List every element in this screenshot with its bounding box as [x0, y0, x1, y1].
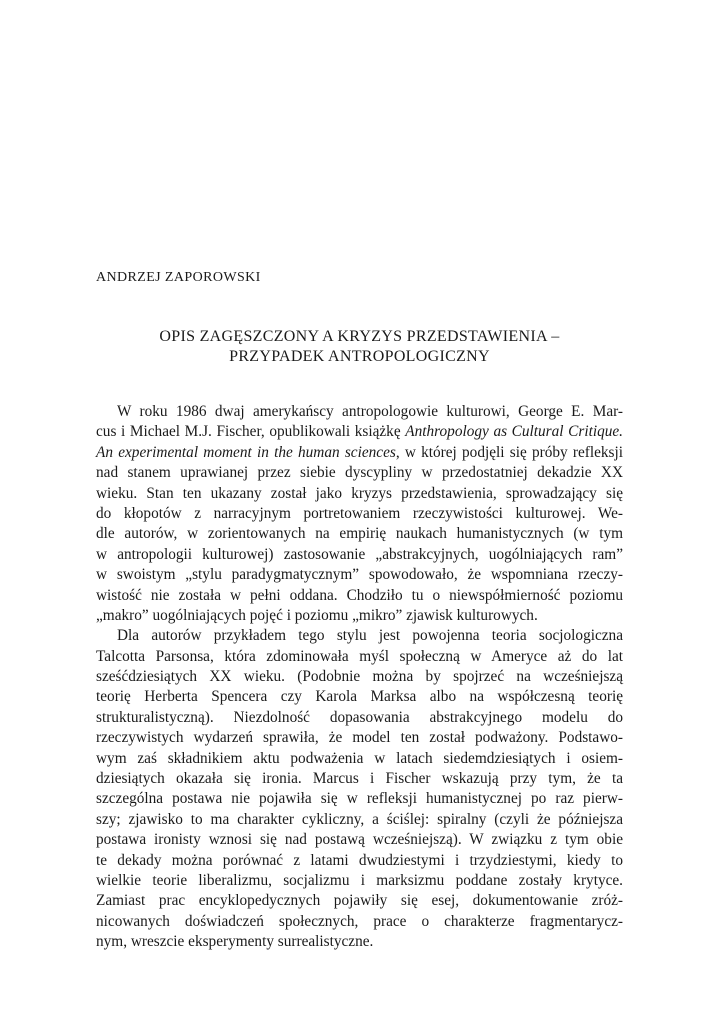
- book-title-italic: Anthropology as Cultural Critique.: [405, 423, 623, 441]
- text-line: dle autorów, w zorientowanych na empirię naukach humanistycznych (w tym: [96, 525, 623, 543]
- text-line: W roku 1986 dwaj amerykańscy antropologowie kulturowi, George E. Mar-: [117, 403, 623, 420]
- text-line: wistość nie została w pełni oddana. Chodziło tu o niewspółmierność poziomu: [96, 586, 623, 604]
- text-line: nym, wreszcie eksperymenty surrealistyczne.: [96, 933, 374, 951]
- author-name: ANDRZEJ ZAPOROWSKI: [96, 270, 261, 285]
- text-line: Dla autorów przykładem tego stylu jest powojenna teoria socjologiczna: [117, 627, 623, 645]
- text-line: rzeczywistych wydarzeń sprawiła, że model ten został podważony. Podstawo-: [96, 729, 623, 747]
- title-line-2: PRZYPADEK ANTROPOLOGICZNY: [229, 348, 490, 365]
- text-line: Talcotta Parsonsa, która zdominowała myśl społeczną w Ameryce aż do lat: [96, 647, 623, 665]
- text-line: postawa ironisty wznosi się nad postawą wcześniejszą). W związku z tym obie: [96, 831, 623, 849]
- text-line: szczególna postawa nie pojawiła się w refleksji humanistycznej po raz pierw-: [96, 790, 623, 808]
- text-line: strukturalistyczną). Niezdolność dopasowania abstrakcyjnego modelu do: [96, 708, 623, 726]
- text-line: Zamiast prac encyklopedycznych pojawiły się esej, dokumentowanie zróż-: [96, 892, 623, 910]
- text-line: „makro” uogólniających pojęć i poziomu „mikro” zjawisk kulturowych.: [96, 606, 538, 624]
- text-line: nad stanem uprawianej przez siebie dyscypliny w przedostatniej dekadzie XX: [96, 464, 623, 482]
- text-line: do kłopotów z narracyjnym portretowaniem rzeczywistości kulturowej. We-: [96, 504, 623, 522]
- text-line: te dekady można porównać z latami dwudziestymi i trzydziestymi, kiedy to: [96, 851, 623, 869]
- text-line: w swoistym „stylu paradygmatycznym” spowodowało, że wspomniana rzeczy-: [96, 566, 623, 584]
- text-line: dziesiątych okazała się ironia. Marcus i Fischer wskazują przy tym, że ta: [96, 770, 623, 788]
- article-title: [96, 327, 623, 367]
- text-line: szy; zjawisko to ma charakter cykliczny, a ściślej: spiralny (czyli że późniejsza: [96, 810, 623, 828]
- book-subtitle-italic: An experimental moment in the human sciences: [96, 443, 396, 461]
- text-line: wym zaś składnikiem aktu podważenia w latach siedemdziesiątych i osiem-: [96, 749, 623, 767]
- paragraph-2: [96, 626, 623, 952]
- text-line: An experimental moment in the human sciences, w której podjęli się próby refleksji: [96, 443, 623, 461]
- article-body: [96, 402, 623, 953]
- text-line: w antropologii kulturowej) zastosowanie „abstrakcyjnych, uogólniających ram”: [96, 545, 623, 563]
- text-line: wielkie teorie liberalizmu, socjalizmu i marksizmu poddane zostały krytyce.: [96, 871, 623, 889]
- text-line: cus i Michael M.J. Fischer, opublikowali książkę Anthropology as Cultural Critique.: [96, 423, 623, 441]
- paragraph-1: [96, 402, 623, 626]
- text-line: wieku. Stan ten ukazany został jako kryzys przedstawienia, sprowadzający się: [96, 484, 623, 502]
- text-line: sześćdziesiątych XX wieku. (Podobnie można by spojrzeć na wcześniejszą: [96, 668, 623, 686]
- title-line-1: OPIS ZAGĘSZCZONY A KRYZYS PRZEDSTAWIENIA –: [159, 328, 560, 345]
- text-line: teorię Herberta Spencera czy Karola Marksa albo na współczesną teorię: [96, 688, 623, 706]
- text-line: nicowanych doświadczeń społecznych, prace o charakterze fragmentarycz-: [96, 912, 623, 930]
